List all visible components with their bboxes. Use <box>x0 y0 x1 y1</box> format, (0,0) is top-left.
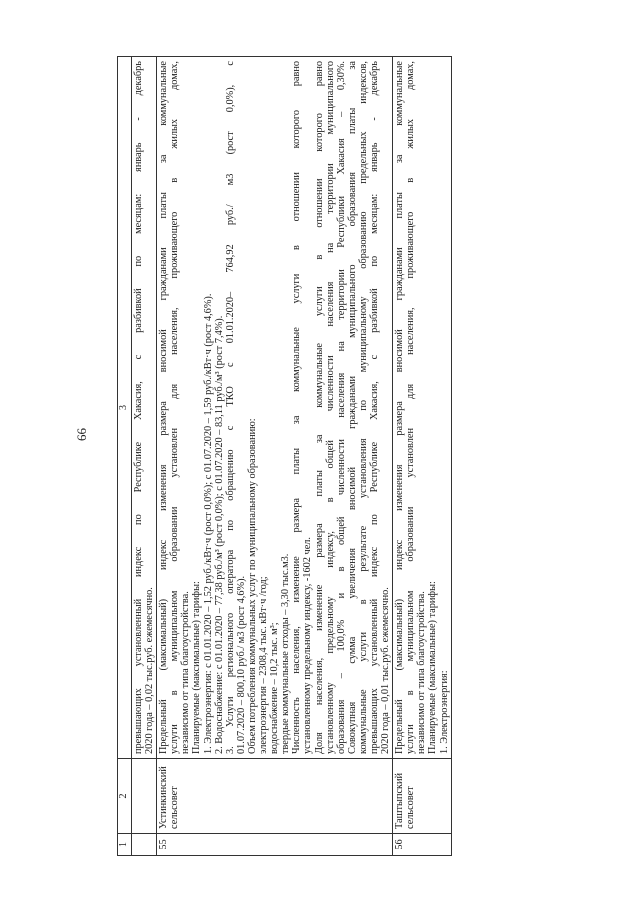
text-line: Предельный (максимальный) индекс изменения размера вносимой гражданами платы за коммунальные <box>394 61 406 754</box>
text-line: установленному предельному индексу, -1602 чел. <box>302 537 314 754</box>
text-line: коммунальные услуги в результате установления по муниципальному образованию предельных индексов, <box>357 61 369 754</box>
municipality-name <box>132 759 157 834</box>
text-line: Планируемые (максимальные) тарифы: <box>427 581 439 754</box>
text-line: твердые коммунальные отходы – 3,30 тыс.м3. <box>280 553 292 754</box>
text-line: Доля населения, изменение размера платы за коммунальные услуги в отношении которого равно <box>313 61 325 754</box>
text-line: 01.07.2020 – 800,10 руб./ м3 (рост 4,6%). <box>235 575 247 754</box>
text-line: Объем потребления коммунальных услуг по муниципальному образованию: <box>246 418 258 754</box>
text-line: Совокупная сумма увеличения вносимой гражданами муниципального образования платы за <box>346 61 358 754</box>
description-cell <box>393 57 451 759</box>
text-line: установленному предельному индексу, в общей численности населения на территории муниципального <box>324 61 336 754</box>
text-line: Предельный (максимальный) индекс изменения размера вносимой гражданами платы за коммунальные <box>158 61 170 754</box>
text-line: Численность населения, изменение размера платы за коммунальные услуги в отношении которого равно <box>291 61 303 754</box>
header-cell: 1 <box>118 834 132 856</box>
text-line: 3. Услуги регионального оператора по обращению с ТКО с 01.01.2020– 764,92 руб./ м3 (рост 0,0%), с <box>224 61 236 754</box>
row-number <box>132 834 157 856</box>
text-line: 2020 года – 0,02 тыс.руб. ежемесячно. <box>144 587 156 754</box>
municipality-name: Таштыпский сельсовет <box>393 759 451 834</box>
text-line: независимо от типа благоустройства. <box>416 591 428 754</box>
text-line: 2. Водоснабжение: с 01.01.2020 – 77,38 руб./м³ (рост 0,0%); с 01.07.2020 – 83,11 руб./м³ (рост 7,4%). <box>213 315 225 754</box>
text-line: 2020 года – 0,01 тыс.руб. ежемесячно. <box>380 587 392 754</box>
header-row <box>118 57 132 856</box>
description-cell <box>157 57 393 759</box>
table-row <box>393 57 451 856</box>
tariff-table <box>117 56 452 856</box>
text-line: Планируемые (максимальные) тарифы: <box>191 581 203 754</box>
text-line: независимо от типа благоустройства. <box>180 591 192 754</box>
text-line: 1. Электроэнергия: с 01.01.2020 – 1,52 руб./кВт·ч (рост 0,0%); с 01.07.2020 – 1,59 руб./кВт·ч (рост 4,6%). <box>202 293 214 754</box>
text-line: 1. Электроэнергия: <box>438 670 450 754</box>
municipality-name: Устинкинский сельсовет <box>157 759 393 834</box>
text-line: превышающих установленный индекс по Республике Хакасия, с разбивкой по месяцам: январь - декабрь <box>368 61 380 754</box>
text-line: электроэнергия – 2308,4 тыс. кВт·ч /год; <box>258 576 270 754</box>
description-cell <box>132 57 157 759</box>
header-cell: 3 <box>118 57 132 759</box>
text-line: водоснабжение – 10,2 тыс. м³; <box>269 622 281 754</box>
table-row <box>157 57 393 856</box>
text-line: услуги в муниципальном образовании установлен для населения, проживающего в жилых домах, <box>405 61 417 754</box>
header-cell: 2 <box>118 759 132 834</box>
continuation-row <box>132 57 157 856</box>
text-line: превышающих установленный индекс по Республике Хакасия, с разбивкой по месяцам: январь - декабрь <box>133 61 144 754</box>
rotated-table-region <box>117 56 562 856</box>
page-number: 66 <box>74 428 89 441</box>
text-line: образования – 100,0% и в общей численности населения на территории Республики Хакасия – 0,30%. <box>335 61 347 754</box>
row-number: 56 <box>393 834 451 856</box>
text-line: услуги в муниципальном образовании установлен для населения, проживающего в жилых домах, <box>169 61 181 754</box>
row-number: 55 <box>157 834 393 856</box>
